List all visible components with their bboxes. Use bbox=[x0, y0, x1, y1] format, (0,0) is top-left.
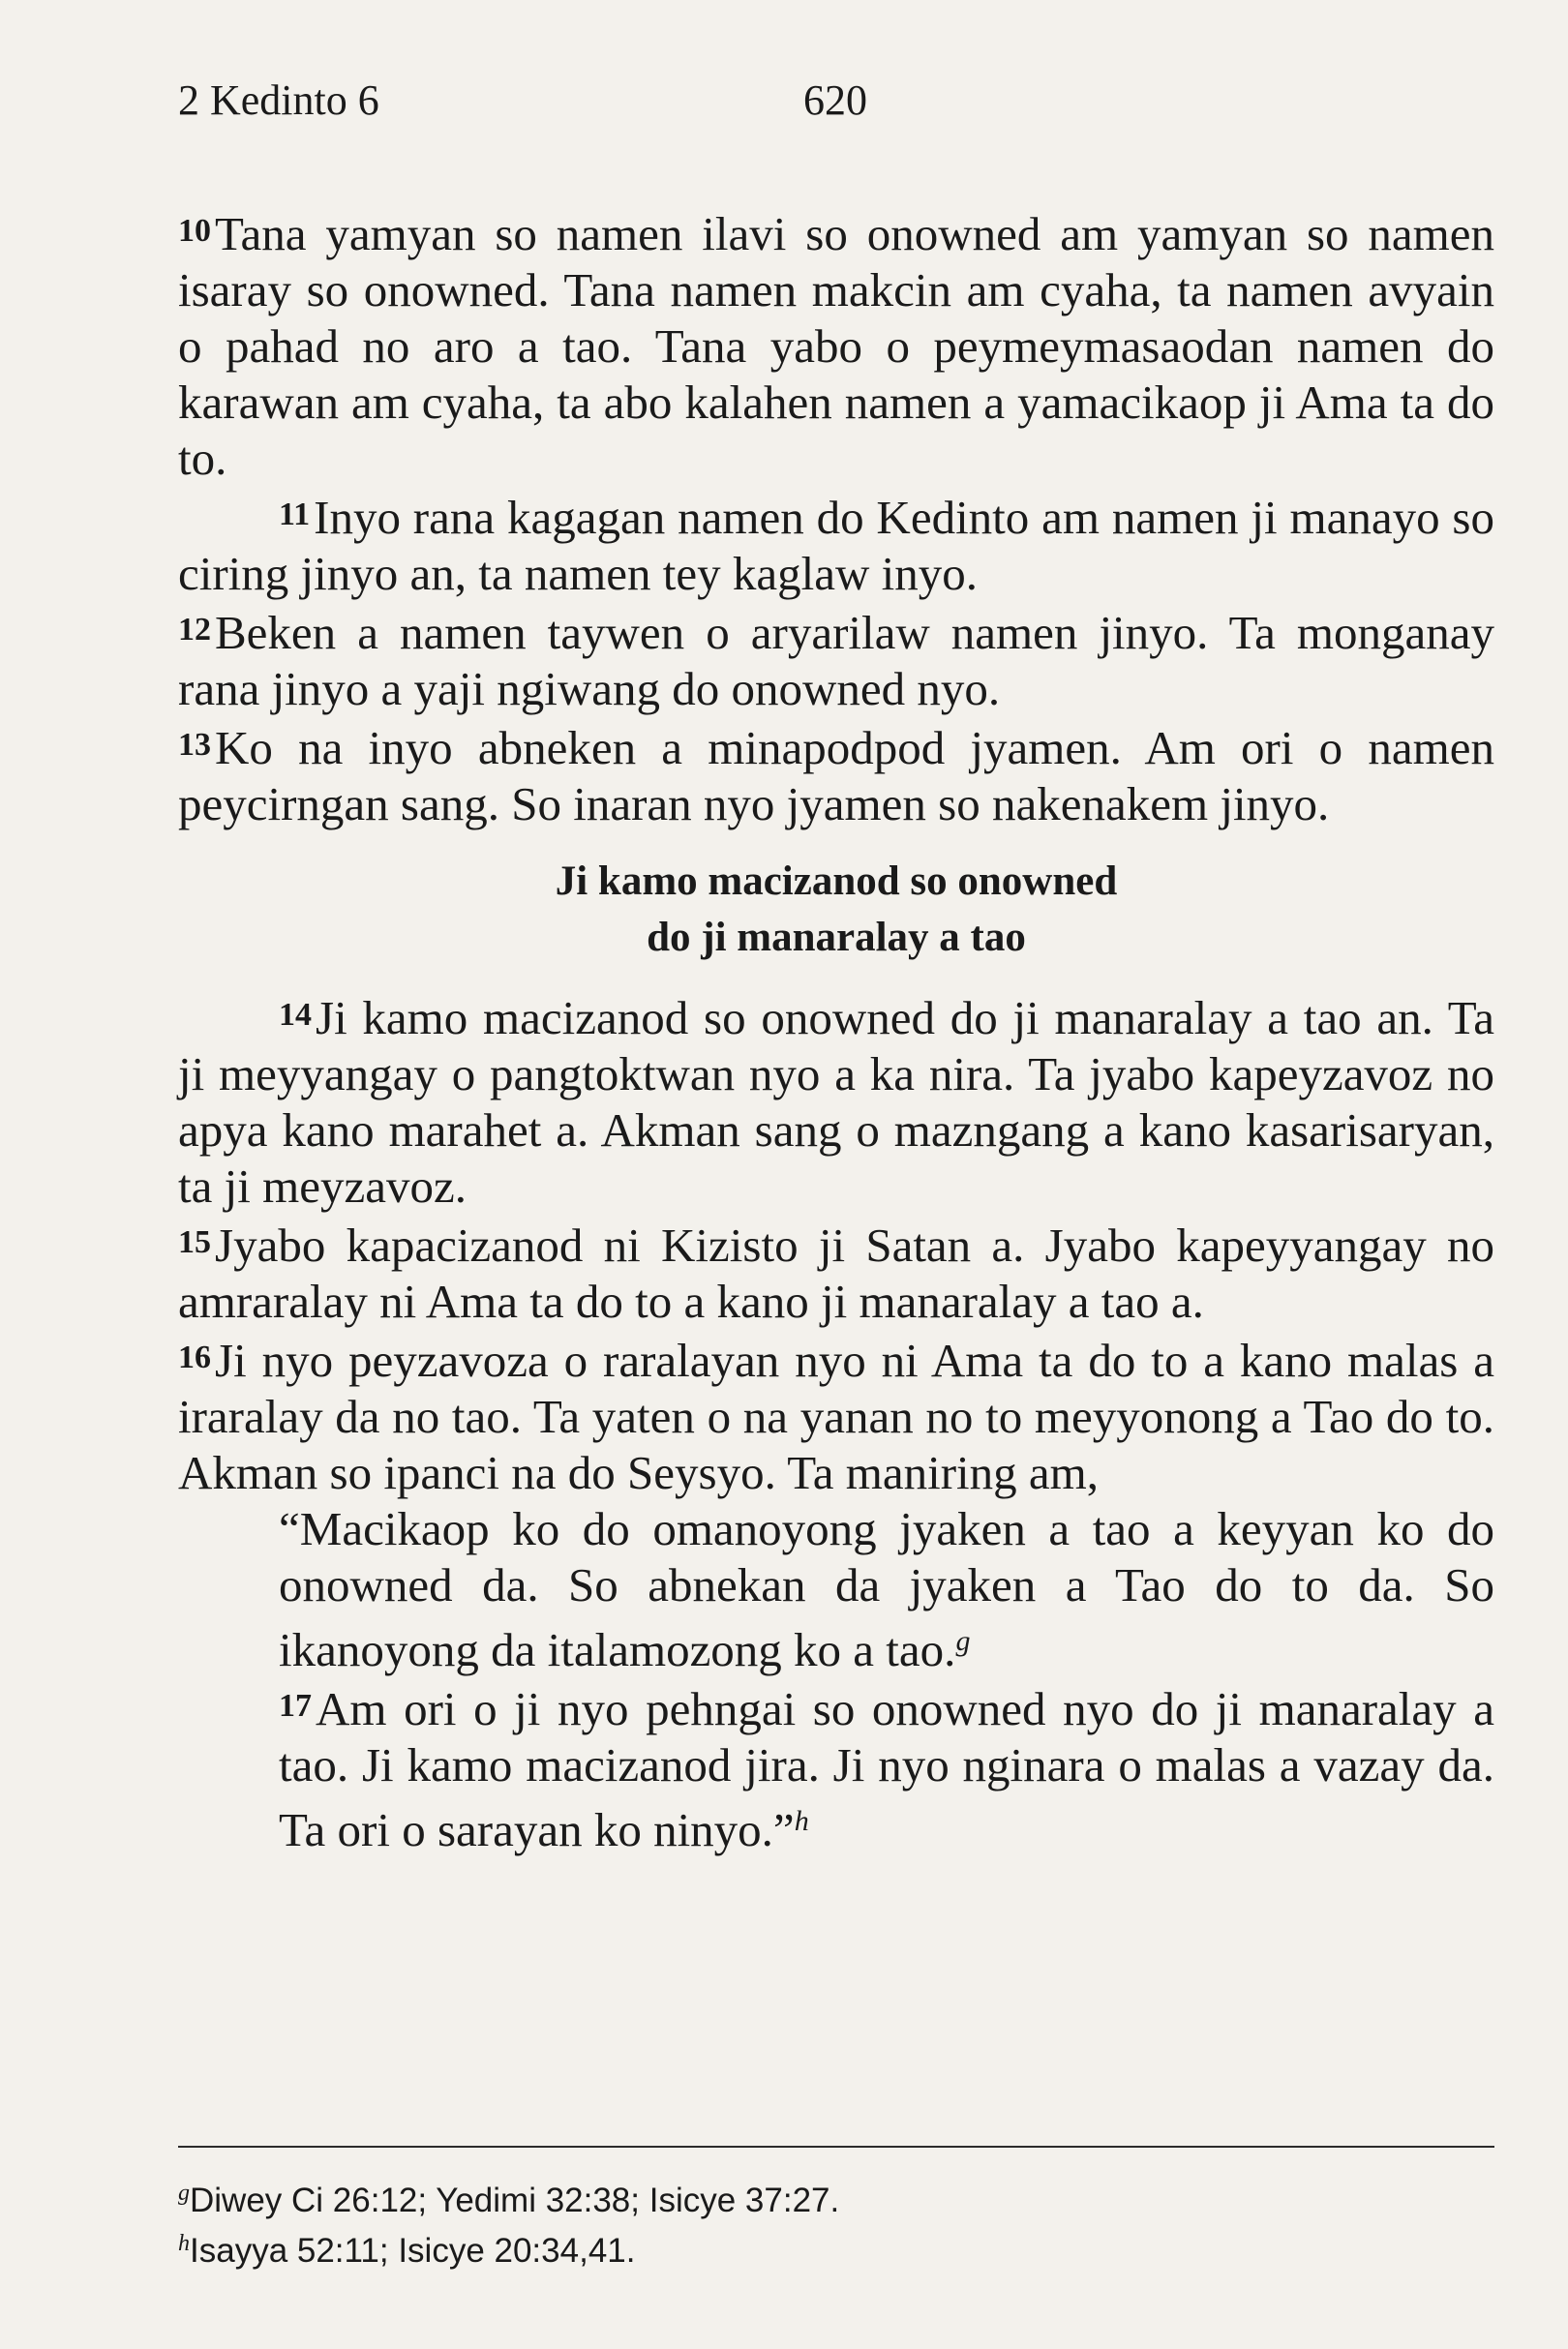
verse-text: Inyo rana kagagan namen do Kedinto am namen ji manayo so ciring jinyo an, ta namen tey kaglaw inyo. bbox=[178, 491, 1494, 600]
running-header bbox=[178, 75, 1494, 124]
verse-number: 16 bbox=[178, 1340, 211, 1375]
footnote-text: Diwey Ci 26:12; Yedimi 32:38; Isicye 37:27. bbox=[190, 2182, 840, 2219]
footnote-ref-h[interactable]: h bbox=[794, 1805, 809, 1837]
chapter-reference: 2 Kedinto 6 bbox=[178, 76, 379, 124]
verse-number: 11 bbox=[279, 497, 311, 532]
verse-text: Beken a namen taywen o aryarilaw namen jinyo. Ta monganay rana jinyo a yaji ngiwang do onowned nyo. bbox=[178, 606, 1494, 715]
verse-text: Ko na inyo abneken a minapodpod jyamen. Am ori o namen peycirngan sang. So inaran nyo jyamen so nakenakem jinyo. bbox=[178, 721, 1494, 830]
section-heading bbox=[178, 854, 1494, 966]
footnote-text: Isayya 52:11; Isicye 20:34,41. bbox=[190, 2232, 636, 2270]
footnote-marker: h bbox=[178, 2231, 190, 2256]
footnote-g bbox=[178, 2172, 839, 2222]
verse-16 bbox=[178, 1330, 1494, 1501]
footnote-h bbox=[178, 2222, 839, 2273]
verse-number: 13 bbox=[178, 727, 211, 763]
verse-text: Jyabo kapacizanod ni Kizisto ji Satan a. Jyabo kapeyyangay no amraralay ni Ama ta do to a kano ji manaralay a tao a. bbox=[178, 1219, 1494, 1328]
verse-text: Ji nyo peyzavoza o raralayan nyo ni Ama ta do to a kano malas a iraralay da no tao. Ta yaten o na yanan no to meyyonong a Tao do to. Akman so ipanci na do Seysyo. Ta maniring am, bbox=[178, 1334, 1494, 1499]
quotation bbox=[279, 1501, 1494, 1678]
verse-14 bbox=[178, 987, 1494, 1215]
verse-12 bbox=[178, 602, 1494, 717]
footnote-ref-g[interactable]: g bbox=[955, 1625, 971, 1657]
page-number: 620 bbox=[803, 76, 867, 124]
verse-number: 15 bbox=[178, 1224, 211, 1260]
body-text bbox=[178, 203, 1494, 1858]
section-heading-line-1: Ji kamo macizanod so onowned bbox=[555, 858, 1118, 904]
quotation-text: “Macikaop ko do omanoyong jyaken a tao a keyyan ko do onowned da. So abnekan da jyaken a Tao do to da. So ikanoyong da italamozong ko a tao. bbox=[279, 1502, 1494, 1676]
verse-number: 14 bbox=[279, 997, 312, 1033]
verse-15 bbox=[178, 1215, 1494, 1330]
verse-text: Am ori o ji nyo pehngai so onowned nyo do ji manaralay a tao. Ji kamo macizanod jira. Ji nyo nginara o malas a vazay da. Ta ori o sarayan ko ninyo.” bbox=[279, 1682, 1494, 1856]
verse-11 bbox=[178, 487, 1494, 602]
verse-number: 12 bbox=[178, 612, 211, 647]
verse-text: Ji kamo macizanod so onowned do ji manaralay a tao an. Ta ji meyyangay o pangtoktwan nyo a ka nira. Ta jyabo kapeyzavoz no apya kano marahet a. Akman sang o mazngang a kano kasarisaryan, ta ji meyzavoz. bbox=[178, 991, 1494, 1213]
verse-text: Tana yamyan so namen ilavi so onowned am yamyan so namen isaray so onowned. Tana namen makcin am cyaha, ta namen avyain o pahad no aro a tao. Tana yabo o peymeymasaodan namen do karawan am cyaha, ta abo kalahen namen a yamacikaop ji Ama ta do to. bbox=[178, 207, 1494, 485]
verse-number: 10 bbox=[178, 213, 211, 249]
section-heading-line-2: do ji manaralay a tao bbox=[647, 915, 1026, 960]
verse-number: 17 bbox=[279, 1688, 312, 1724]
verse-10 bbox=[178, 203, 1494, 487]
footnote-divider bbox=[178, 2146, 1494, 2148]
verse-17 bbox=[279, 1678, 1494, 1858]
verse-13 bbox=[178, 717, 1494, 832]
footnotes bbox=[178, 2172, 839, 2273]
footnote-marker: g bbox=[178, 2181, 190, 2206]
